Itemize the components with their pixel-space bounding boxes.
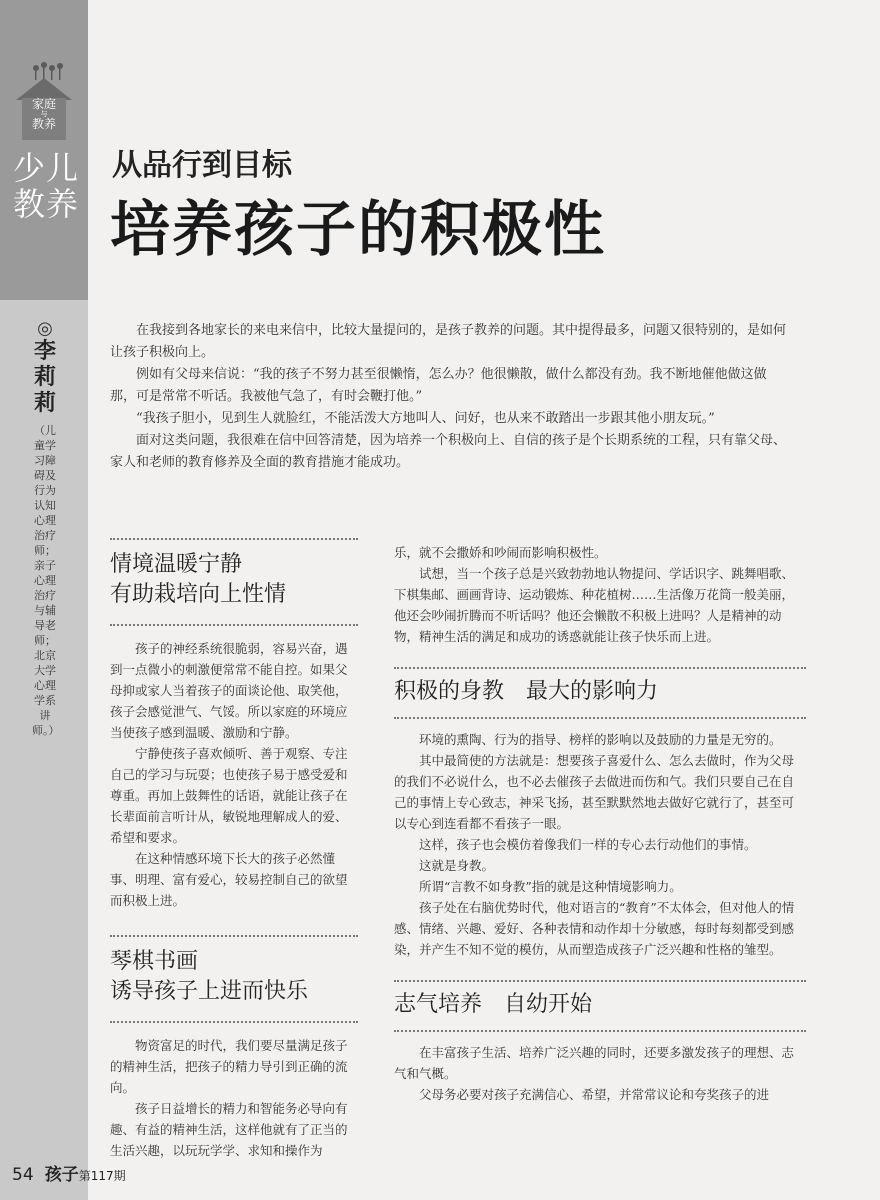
- intro-paragraph: 例如有父母来信说：“我的孩子不努力甚至很懒惰，怎么办？他很懒散，做什么都没有劲。我不断地催他做这做那，可是常常不听话。我被他气急了，有时会鞭打他。”: [110, 367, 767, 404]
- magazine-name: 孩子: [44, 1165, 79, 1185]
- heading-line: 有助栽培向上性情: [110, 582, 287, 607]
- right-column: [394, 542, 806, 1105]
- body-paragraph: 孩子日益增长的精力和智能务必导向有趣、有益的精神生活，这样他就有了正当的生活兴趣，以玩玩学学、求知和操作为: [110, 1101, 348, 1158]
- column-category: [6, 150, 86, 222]
- heading-line: 情境温暖宁静: [110, 552, 243, 577]
- author-mark: ◎: [37, 318, 53, 339]
- heading-line: 琴棋书画: [110, 949, 199, 974]
- page-number: 54: [12, 1165, 34, 1185]
- section-heading-4: 志气培养 自幼开始: [394, 992, 593, 1017]
- author-name: 李莉莉: [33, 339, 56, 416]
- intro-paragraph: 在我接到各地家长的来电来信中，比较大量提问的，是孩子教养的问题。其中提得最多，问题又很特别的，是如何让孩子积极向上。: [110, 323, 787, 360]
- category-line2: 教养: [12, 185, 79, 223]
- body-paragraph: 这样，孩子也会模仿着像我们一样的专心去行动他们的事情。: [419, 837, 757, 852]
- article-subtitle: 从品行到目标: [112, 148, 292, 183]
- body-paragraph: 父母务必要对孩子充满信心、希望，并常常议论和夸奖孩子的进: [419, 1087, 770, 1102]
- body-paragraph: 在这种情感环境下长大的孩子必然懂事、明理、富有爱心，较易控制自己的欲望而积极上进。: [110, 851, 348, 908]
- body-paragraph: 在丰富孩子生活、培养广泛兴趣的同时，还要多激发孩子的理想、志气和气概。: [394, 1045, 795, 1081]
- author-block: [32, 318, 58, 738]
- section-heading-2: [110, 947, 358, 1007]
- intro-paragraph: 面对这类问题，我很难在信中回答清楚，因为培养一个积极向上、自信的孩子是个长期系统的工程，只有靠父母、家人和老师的教育修养及全面的教育措施才能成功。: [110, 433, 787, 470]
- heading-line: 诱导孩子上进而快乐: [110, 979, 309, 1004]
- left-column: [110, 538, 358, 1161]
- divider: [110, 935, 358, 937]
- body-paragraph: 乐，就不会撒娇和吵闹而影响积极性。: [394, 545, 607, 560]
- body-paragraph: 孩子处在右脑优势时代，他对语言的“教育”不太体会，但对他人的情感、情绪、兴趣、爱好、各种表情和动作却十分敏感，每时每刻都受到感染，并产生不知不觉的模仿，从而塑造成孩子广泛兴趣和性格的雏型。: [394, 900, 795, 957]
- body-paragraph: 试想，当一个孩子总是兴致勃勃地认物提问、学话识字、跳舞唱歌、下棋集邮、画画背诗、运动锻炼、种花植树……生活像万花筒一般美丽，他还会吵闹折腾而不听话吗？他还会懒散不积极上进吗？人是精神的动物，精神生活的满足和成功的诱惑就能让孩子快乐而上进。: [394, 566, 795, 644]
- body-paragraph: 宁静使孩子喜欢倾听、善于观察、专注自己的学习与玩耍；也使孩子易于感受爱和尊重。再加上鼓舞性的话语，就能让孩子在长辈面前言听计从，敏锐地理解成人的爱、希望和要求。: [110, 746, 348, 845]
- intro-text: [110, 320, 786, 474]
- divider: [394, 980, 806, 982]
- intro-paragraph: “我孩子胆小，见到生人就脸红，不能活泼大方地叫人、问好，也从来不敢踏出一步跟其他小朋友玩。”: [136, 411, 715, 426]
- body-paragraph: 其中最简使的方法就是：想要孩子喜爱什么、怎么去做时，作为父母的我们不必说什么，也不必去催孩子去做进而伤和气。我们只要自己在自己的事情上专心致志，神采飞扬，甚至默默然地去做好它就行了，甚至可以专心到连看都不看孩子一眼。: [394, 753, 795, 831]
- issue-number: 第117期: [78, 1169, 126, 1183]
- divider: [394, 667, 806, 669]
- section-heading-3: 积极的身教 最大的影响力: [394, 679, 659, 704]
- article-title: 培养孩子的积极性: [110, 195, 606, 265]
- body-paragraph: 这就是身教。: [419, 858, 495, 873]
- body-paragraph: 环境的熏陶、行为的指导、榜样的影响以及鼓励的力量是无穷的。: [419, 732, 782, 747]
- body-paragraph: 孩子的神经系统很脆弱，容易兴奋，遇到一点微小的刺激便常常不能自控。如果父母抑或家人当着孩子的面谈论他、取笑他，孩子会感觉泄气、气馁。所以家庭的环境应当使孩子感到温暖、激励和宁静。: [110, 641, 348, 740]
- divider: [110, 538, 358, 540]
- section-heading-1: [110, 550, 358, 610]
- author-description: （儿童学习障碍及行为认知心理治疗师；亲子心理治疗与辅导老师；北京大学心理学系讲师。）: [32, 424, 60, 737]
- category-line1: 少儿: [12, 149, 79, 187]
- house-label: [20, 98, 68, 131]
- house-label-bottom: 教养: [31, 117, 56, 131]
- body-paragraph: 所谓“言教不如身教”指的就是这种情境影响力。: [419, 879, 682, 894]
- house-label-mid: 与: [40, 110, 48, 118]
- body-paragraph: 物资富足的时代，我们要尽量满足孩子的精神生活，把孩子的精力导引到正确的流向。: [110, 1038, 348, 1095]
- house-label-top: 家庭: [31, 97, 56, 111]
- page-footer: [12, 1160, 126, 1185]
